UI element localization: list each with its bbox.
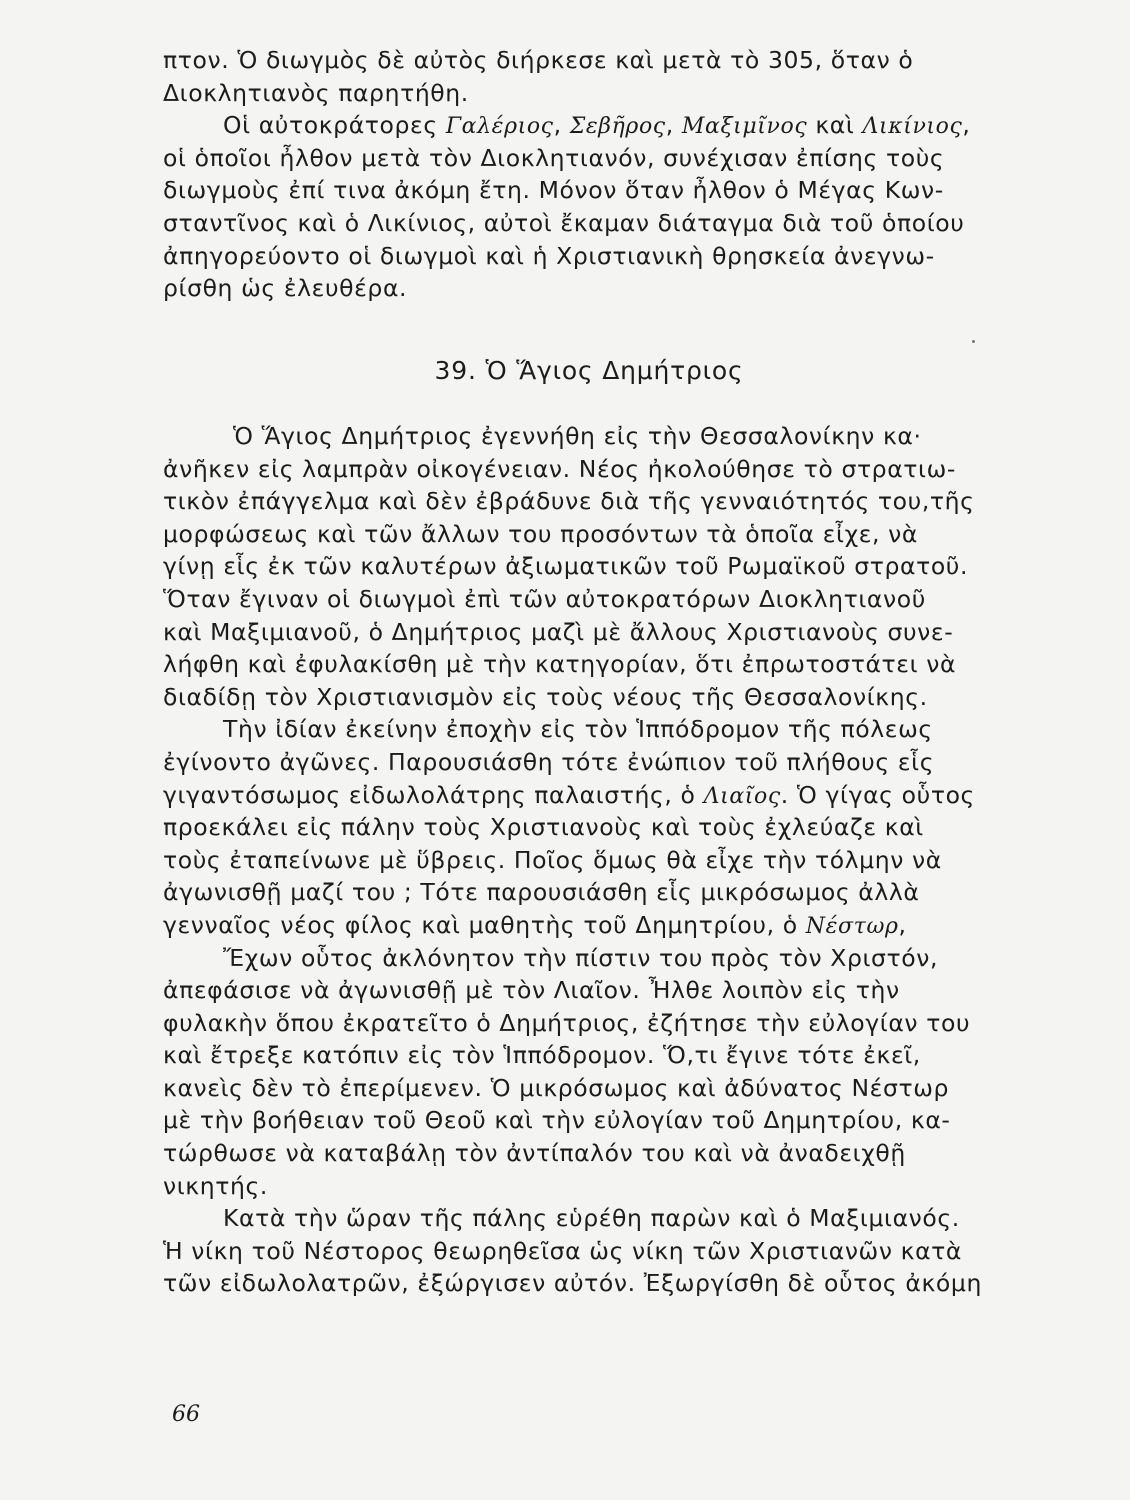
name-nestor: Νέστωρ: [805, 913, 899, 939]
text-line: φυλακὴν ὅπου ἐκρατεῖτο ὁ Δημήτριος, ἐζήτησε τὴν εὐλογίαν του: [163, 1008, 971, 1037]
text-line: προεκάλει εἰς πάλην τοὺς Χριστιανοὺς καὶ τοὺς ἐχλεύαζε καὶ: [163, 813, 924, 842]
text-line: Ἡ νίκη τοῦ Νέστορος θεωρηθεῖσα ὡς νίκη τῶν Χριστιανῶν κατὰ: [163, 1236, 962, 1265]
text-line: Ἔχων οὗτος ἀκλόνητον τὴν πίστιν του πρὸς τὸν Χριστόν,: [223, 943, 939, 972]
text-line: Ὁ Ἅγιος Δημήτριος ἐγεννήθη εἰς τὴν Θεσσαλονίκην κα·: [233, 422, 922, 450]
text-span: γενναῖος νέος φίλος καὶ μαθητὴς τοῦ Δημητρίου, ὁ: [163, 910, 806, 939]
name-liaios: Λιαῖος: [703, 783, 781, 809]
name-maximinos: Μαξιμῖνος: [681, 114, 808, 140]
text-span: . Ὁ γίγας οὗτος: [780, 780, 975, 809]
text-line: καὶ Μαξιμιανοῦ, ὁ Δημήτριος μαζὶ μὲ ἄλλους Χριστιανοὺς συνε-: [163, 617, 954, 646]
text-line: γίνῃ εἷς ἐκ τῶν καλυτέρων ἀξιωματικῶν τοῦ Ρωμαϊκοῦ στρατοῦ.: [163, 552, 969, 581]
text-line: πτον. Ὁ διωγμὸς δὲ αὐτὸς διήρκεσε καὶ μετὰ τὸ 305, ὅταν ὁ: [163, 46, 914, 74]
text-line: καὶ ἔτρεξε κατόπιν εἰς τὸν Ἱππόδρομον. Ὅ,τι ἔγινε τότε ἐκεῖ,: [163, 1041, 921, 1070]
text-line: Ὅταν ἔγιναν οἱ διωγμοὶ ἐπὶ τῶν αὐτοκρατόρων Διοκλητιανοῦ: [163, 584, 926, 613]
page-number: 66: [172, 1402, 200, 1427]
text-line: μορφώσεως καὶ τῶν ἄλλων του προσόντων τὰ ὁποῖα εἶχε, νὰ: [163, 519, 919, 548]
text-line: [163, 779, 1003, 812]
top-text-block: [163, 44, 1003, 305]
text-span: ,: [553, 111, 570, 140]
text-line: τοὺς ἐταπείνωνε μὲ ὕβρεις. Ποῖος ὅμως θὰ εἶχε τὴν τόλμην νὰ: [163, 845, 942, 874]
text-line: τῶν εἰδωλολατρῶν, ἐξώργισεν αὐτόν. Ἐξωργίσθη δὲ οὗτος ἀκόμη: [163, 1269, 982, 1298]
text-line: κανεὶς δὲν τὸ ἐπερίμενεν. Ὁ μικρόσωμος καὶ ἀδύνατος Νέστωρ: [163, 1073, 949, 1102]
text-line: [163, 109, 1003, 142]
text-line: ἀπηγορεύοντο οἱ διωγμοὶ καὶ ἡ Χριστιανικὴ θρησκεία ἀνεγνω-: [163, 241, 935, 270]
name-severos: Σεβῆρος: [569, 114, 666, 140]
text-span: γιγαντόσωμος εἰδωλολάτρης παλαιστής, ὁ: [163, 780, 704, 809]
name-likinios: Λικίνιος: [862, 114, 963, 140]
text-line: σταντῖνος καὶ ὁ Λικίνιος, αὐτοὶ ἔκαμαν διάταγμα διὰ τοῦ ὁποίου: [163, 208, 965, 237]
main-text-block: [163, 420, 1003, 1300]
text-line: τικὸν ἐπάγγελμα καὶ δὲν ἐβράδυνε διὰ τῆς γενναιότητός του,τῆς: [163, 487, 975, 516]
text-line: οἱ ὁποῖοι ἦλθον μετὰ τὸν Διοκλητιανόν, συνέχισαν ἐπίσης τοὺς: [163, 143, 945, 172]
text-line: [163, 909, 1003, 942]
text-line: ἐγίνοντο ἀγῶνες. Παρουσιάσθη τότε ἐνώπιον τοῦ πλήθους εἷς: [163, 747, 935, 776]
text-span: ,: [962, 111, 971, 140]
text-span: ,: [665, 111, 682, 140]
text-line: διαδίδῃ τὸν Χριστιανισμὸν εἰς τοὺς νέους τῆς Θεσσαλονίκης.: [163, 682, 928, 711]
section-heading: 39. Ὁ Ἅγιος Δημήτριος: [434, 356, 744, 385]
text-line: τώρθωσε νὰ καταβάλῃ τὸν ἀντίπαλόν του καὶ νὰ ἀναδειχθῇ: [163, 1139, 906, 1168]
text-line: Διοκλητιανὸς παρητήθη.: [163, 78, 469, 107]
text-span: Οἱ αὐτοκράτορες: [223, 111, 446, 140]
name-galerios: Γαλέριος: [445, 114, 554, 140]
speck: [972, 340, 975, 343]
text-line: ρίσθη ὡς ἐλευθέρα.: [163, 274, 408, 303]
text-line: Τὴν ἰδίαν ἐκείνην ἐποχὴν εἰς τὸν Ἱππόδρομον τῆς πόλεως: [223, 715, 933, 744]
text-line: ἀπεφάσισε νὰ ἀγωνισθῇ μὲ τὸν Λιαῖον. Ἦλθε λοιπὸν εἰς τὴν: [163, 976, 900, 1005]
text-line: ἀγωνισθῇ μαζί του ; Τότε παρουσιάσθη εἷς μικρόσωμος ἀλλὰ: [163, 878, 920, 907]
text-line: διωγμοὺς ἐπί τινα ἀκόμη ἔτη. Μόνον ὅταν ἦλθον ὁ Μέγας Κων-: [163, 176, 944, 205]
text-span: καὶ: [807, 111, 863, 140]
text-span: ,: [898, 910, 907, 939]
text-line: μὲ τὴν βοήθειαν τοῦ Θεοῦ καὶ τὴν εὐλογίαν τοῦ Δημητρίου, κα-: [163, 1106, 951, 1135]
text-line: λήφθη καὶ ἐφυλακίσθη μὲ τὴν κατηγορίαν, ὅτι ἐπρωτοστάτει νὰ: [163, 650, 957, 679]
text-line: νικητής.: [163, 1171, 268, 1200]
text-line: ἀνῆκεν εἰς λαμπρὰν οἰκογένειαν. Νέος ἠκολούθησε τὸ στρατιω-: [163, 454, 956, 483]
text-line: Κατὰ τὴν ὥραν τῆς πάλης εὑρέθη παρὼν καὶ ὁ Μαξιμιανός.: [223, 1204, 960, 1233]
